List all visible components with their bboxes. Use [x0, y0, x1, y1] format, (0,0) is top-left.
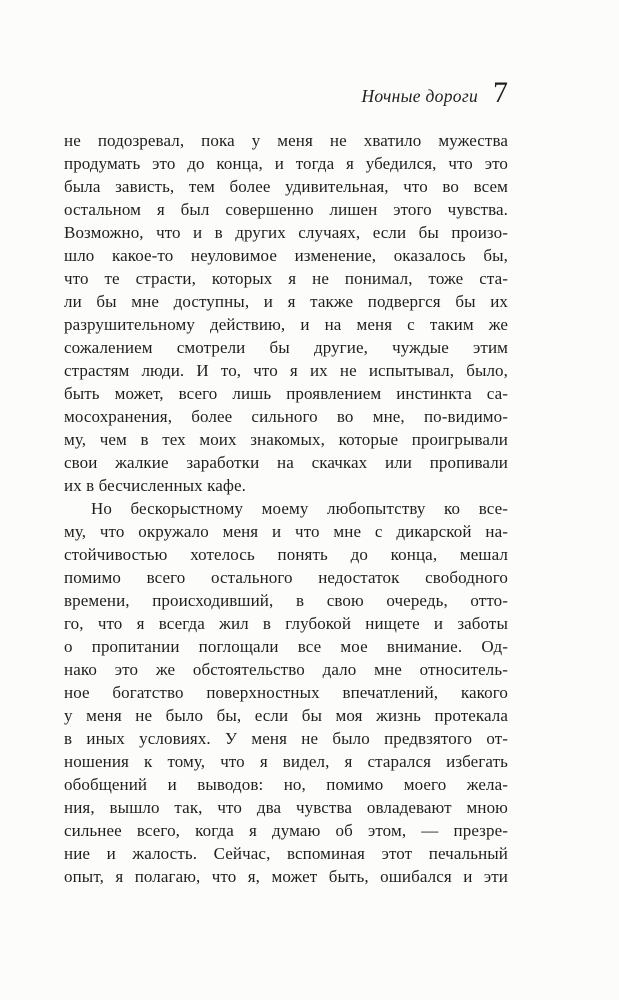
- text-line: мосохранения, более сильного во мне, по-видимо-: [64, 407, 508, 426]
- text-line: о пропитании поглощали все мое внимание. Од-: [64, 637, 508, 656]
- text-line: разрушительному действию, и на меня с таким же: [64, 315, 508, 334]
- text-line: ношения к тому, что я видел, я старался избегать: [64, 752, 508, 771]
- text-line: стойчивостью хотелось понять до конца, мешал: [64, 545, 508, 564]
- page-body: [64, 129, 508, 888]
- text-line: Возможно, что и в других случаях, если бы произо-: [64, 223, 508, 242]
- text-line: ния, вышло так, что два чувства овладевают мною: [64, 798, 508, 817]
- text-line: продумать это до конца, и тогда я убедился, что это: [64, 154, 508, 173]
- running-title: Ночные дороги: [361, 86, 478, 106]
- text-line: сожалением смотрели бы другие, чуждые этим: [64, 338, 508, 357]
- text-line: времени, происходивший, в свою очередь, отто-: [64, 591, 508, 610]
- paragraph: [64, 497, 508, 888]
- text-line: обобщений и выводов: но, помимо моего жела-: [64, 775, 508, 794]
- text-line: му, чем в тех моих знакомых, которые проигрывали: [64, 430, 508, 449]
- text-line: го, что я всегда жил в глубокой нищете и заботы: [64, 614, 508, 633]
- text-line: ние и жалость. Сейчас, вспоминая этот печальный: [64, 844, 508, 863]
- text-line: ли бы мне доступны, и я также подвергся бы их: [64, 292, 508, 311]
- text-line: Но бескорыстному моему любопытству ко все-: [91, 499, 508, 518]
- text-line: страстям люди. И то, что я их не испытывал, было,: [64, 361, 508, 380]
- text-line: помимо всего остального недостаток свободного: [64, 568, 508, 587]
- text-line: что те страсти, которых я не понимал, тоже ста-: [64, 269, 508, 288]
- text-line: свои жалкие заработки на скачках или пропивали: [64, 453, 508, 472]
- text-line: ное богатство поверхностных впечатлений, какого: [64, 683, 508, 702]
- text-line: опыт, я полагаю, что я, может быть, ошибался и эти: [64, 867, 508, 886]
- text-line: их в бесчисленных кафе.: [64, 476, 246, 495]
- paragraph: [64, 129, 508, 497]
- text-line: была зависть, тем более удивительная, что во всем: [64, 177, 508, 196]
- text-line: в иных условиях. У меня не было предвзятого от-: [64, 729, 508, 748]
- text-line: у меня не было бы, если бы моя жизнь протекала: [64, 706, 508, 725]
- text-line: остальном я был совершенно лишен этого чувства.: [64, 200, 508, 219]
- page-number: 7: [493, 76, 508, 109]
- text-line: не подозревал, пока у меня не хватило мужества: [64, 131, 508, 150]
- text-line: сильнее всего, когда я думаю об этом, — презре-: [64, 821, 508, 840]
- text-line: быть может, всего лишь проявлением инстинкта са-: [64, 384, 508, 403]
- running-head: [64, 76, 508, 110]
- text-line: му, что окружало меня и что мне с дикарской на-: [64, 522, 508, 541]
- text-line: шло какое-то неуловимое изменение, оказалось бы,: [64, 246, 508, 265]
- text-line: нако это же обстоятельство дало мне относитель-: [64, 660, 508, 679]
